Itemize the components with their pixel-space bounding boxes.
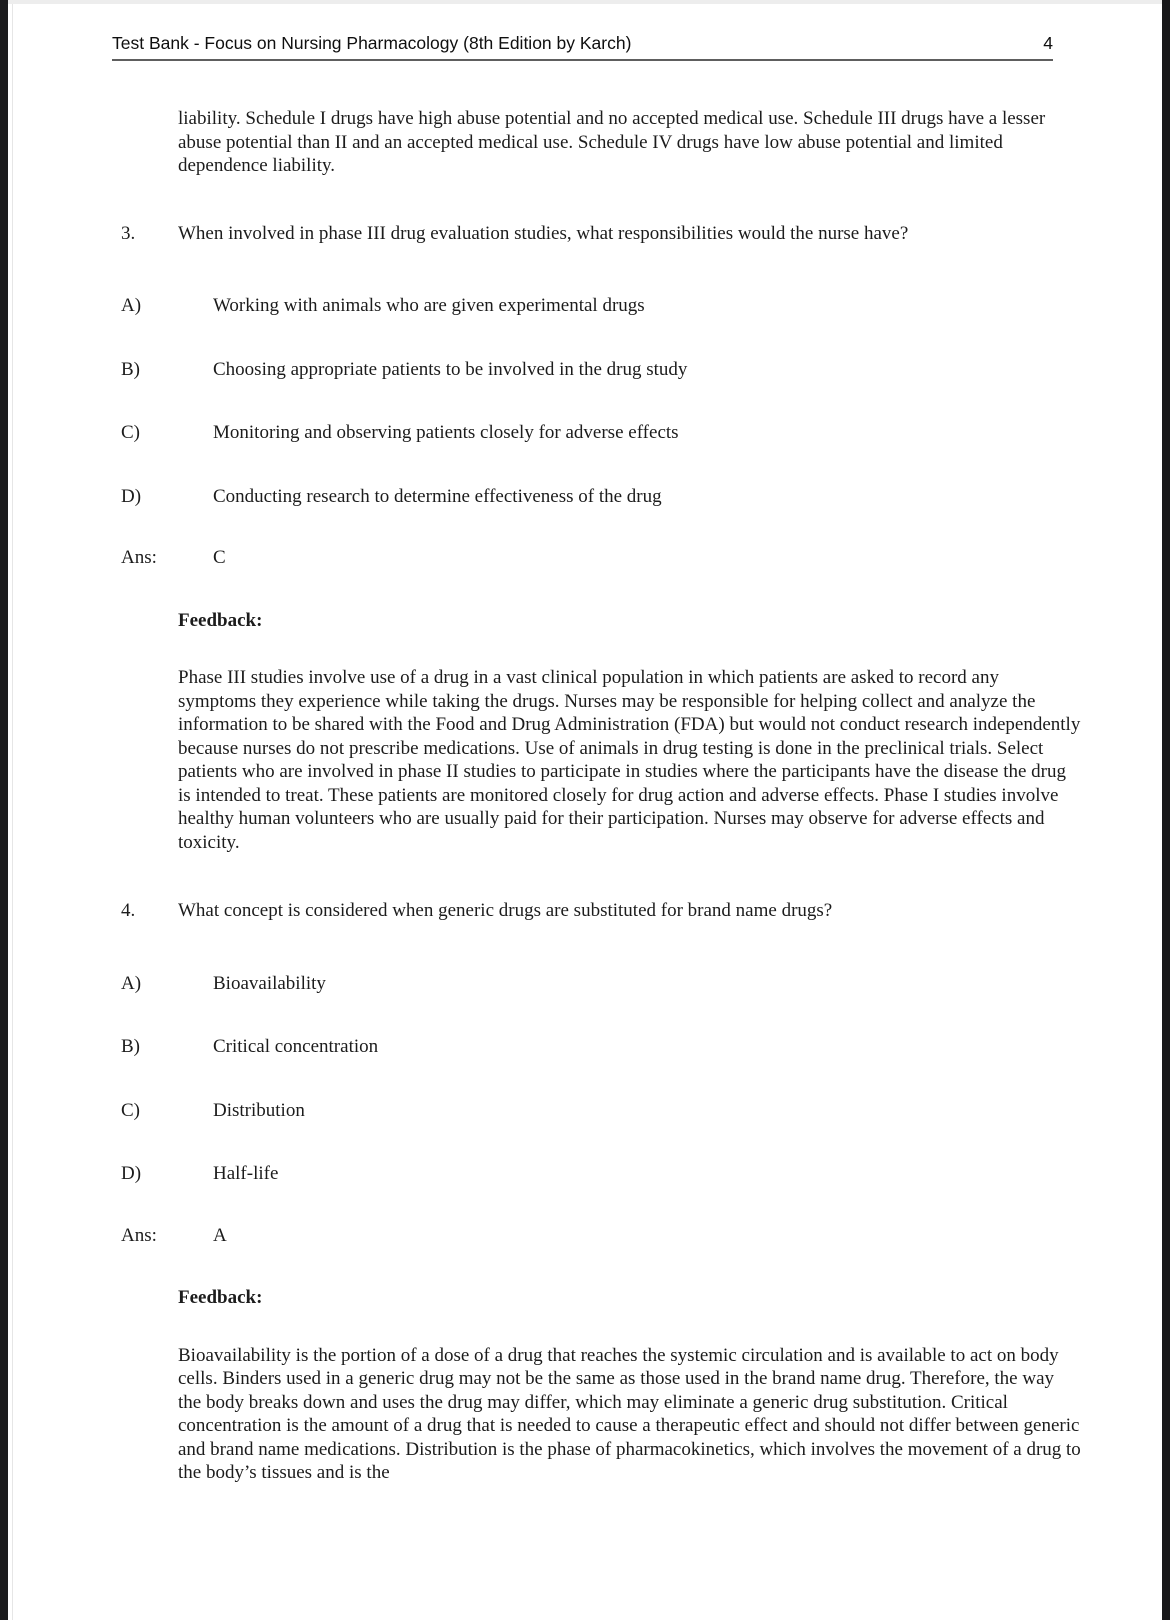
answer-label: Ans: — [121, 1224, 157, 1246]
page-number: 4 — [1043, 33, 1053, 53]
question-row — [121, 222, 1170, 246]
page-edge-line — [12, 4, 13, 1620]
option-letter: D) — [121, 1163, 142, 1184]
feedback-paragraph: Bioavailability is the portion of a dose of a drug that reaches the systemic circulation and is available to act on body cells. Binders used in a generic drug may not be the same as those used in the brand name drug. Therefore, the way the body breaks down and uses the drug may differ, which may eliminate a generic drug substitution. Critical concentration is the amount of a drug that is needed to cause a therapeutic effect and should not differ between generic and brand name medications. Distribution is the phase of pharmacokinetics, which involves the movement of a drug to the body’s tissues and is the — [178, 1344, 1081, 1483]
option-row — [121, 485, 1170, 509]
option-text: Monitoring and observing patients closely for adverse effects — [213, 422, 679, 443]
question-block — [0, 899, 1170, 1485]
question-number: 3. — [121, 222, 136, 244]
question-text: What concept is considered when generic drugs are substituted for brand name drugs? — [178, 900, 833, 921]
option-letter: A) — [121, 295, 142, 316]
answer-value: A — [213, 1224, 227, 1246]
feedback-heading: Feedback: — [178, 1287, 263, 1308]
left-edge-bar — [0, 0, 8, 1620]
option-text: Conducting research to determine effectiveness of the drug — [213, 485, 662, 507]
option-text: Choosing appropriate patients to be involved in the drug study — [213, 358, 688, 380]
document-title: Test Bank - Focus on Nursing Pharmacology (8th Edition by Karch) — [112, 33, 632, 53]
option-letter: D) — [121, 485, 142, 507]
feedback-paragraph: Phase III studies involve use of a drug in a vast clinical population in which patients are asked to record any symptoms they experience while taking the drugs. Nurses may be responsible for helping collect and analyze the information to be shared with the Food and Drug Administration (FDA) but would not conduct research independently because nurses do not prescribe medications. Use of animals in drug testing is done in the preclinical trials. Select patients who are involved in phase II studies to participate in studies where the participants have the disease the drug is intended to treat. These patients are monitored closely for drug action and adverse effects. Phase I studies involve healthy human volunteers who are usually paid for their participation. Nurses may observe for adverse effects and toxicity. — [178, 667, 1081, 853]
intro-paragraph: liability. Schedule I drugs have high abuse potential and no accepted medical use. Schedule III drugs have a lesser abuse potential than II and an accepted medical use. Schedule IV drugs have low abuse potential and limited dependence liability. — [178, 108, 1046, 176]
page-header — [112, 33, 1053, 61]
top-edge-strip — [8, 0, 1162, 4]
question-block — [0, 222, 1170, 855]
answer-label: Ans: — [121, 547, 157, 568]
answer-value: C — [213, 547, 226, 568]
option-letter: C) — [121, 1099, 140, 1121]
option-text: Bioavailability — [213, 972, 326, 994]
question-text: When involved in phase III drug evaluation studies, what responsibilities would the nurse have? — [178, 222, 909, 244]
option-text: Working with animals who are given experimental drugs — [213, 295, 645, 316]
answer-row — [121, 546, 1170, 570]
option-row — [121, 1162, 1170, 1186]
option-letter: A) — [121, 972, 142, 994]
option-text: Critical concentration — [213, 1036, 379, 1057]
option-text: Distribution — [213, 1099, 305, 1121]
option-row — [121, 972, 1170, 996]
option-row — [121, 294, 1170, 318]
option-text: Half-life — [213, 1163, 279, 1184]
option-row — [121, 1099, 1170, 1123]
option-letter: B) — [121, 1036, 140, 1057]
feedback-heading: Feedback: — [178, 609, 263, 631]
answer-row — [121, 1224, 1170, 1248]
option-letter: C) — [121, 422, 140, 443]
option-row — [121, 358, 1170, 382]
option-row — [121, 1035, 1170, 1059]
option-letter: B) — [121, 358, 140, 380]
question-number: 4. — [121, 900, 136, 921]
question-row — [121, 899, 1170, 923]
right-edge-bar — [1162, 0, 1170, 1620]
option-row — [121, 421, 1170, 445]
